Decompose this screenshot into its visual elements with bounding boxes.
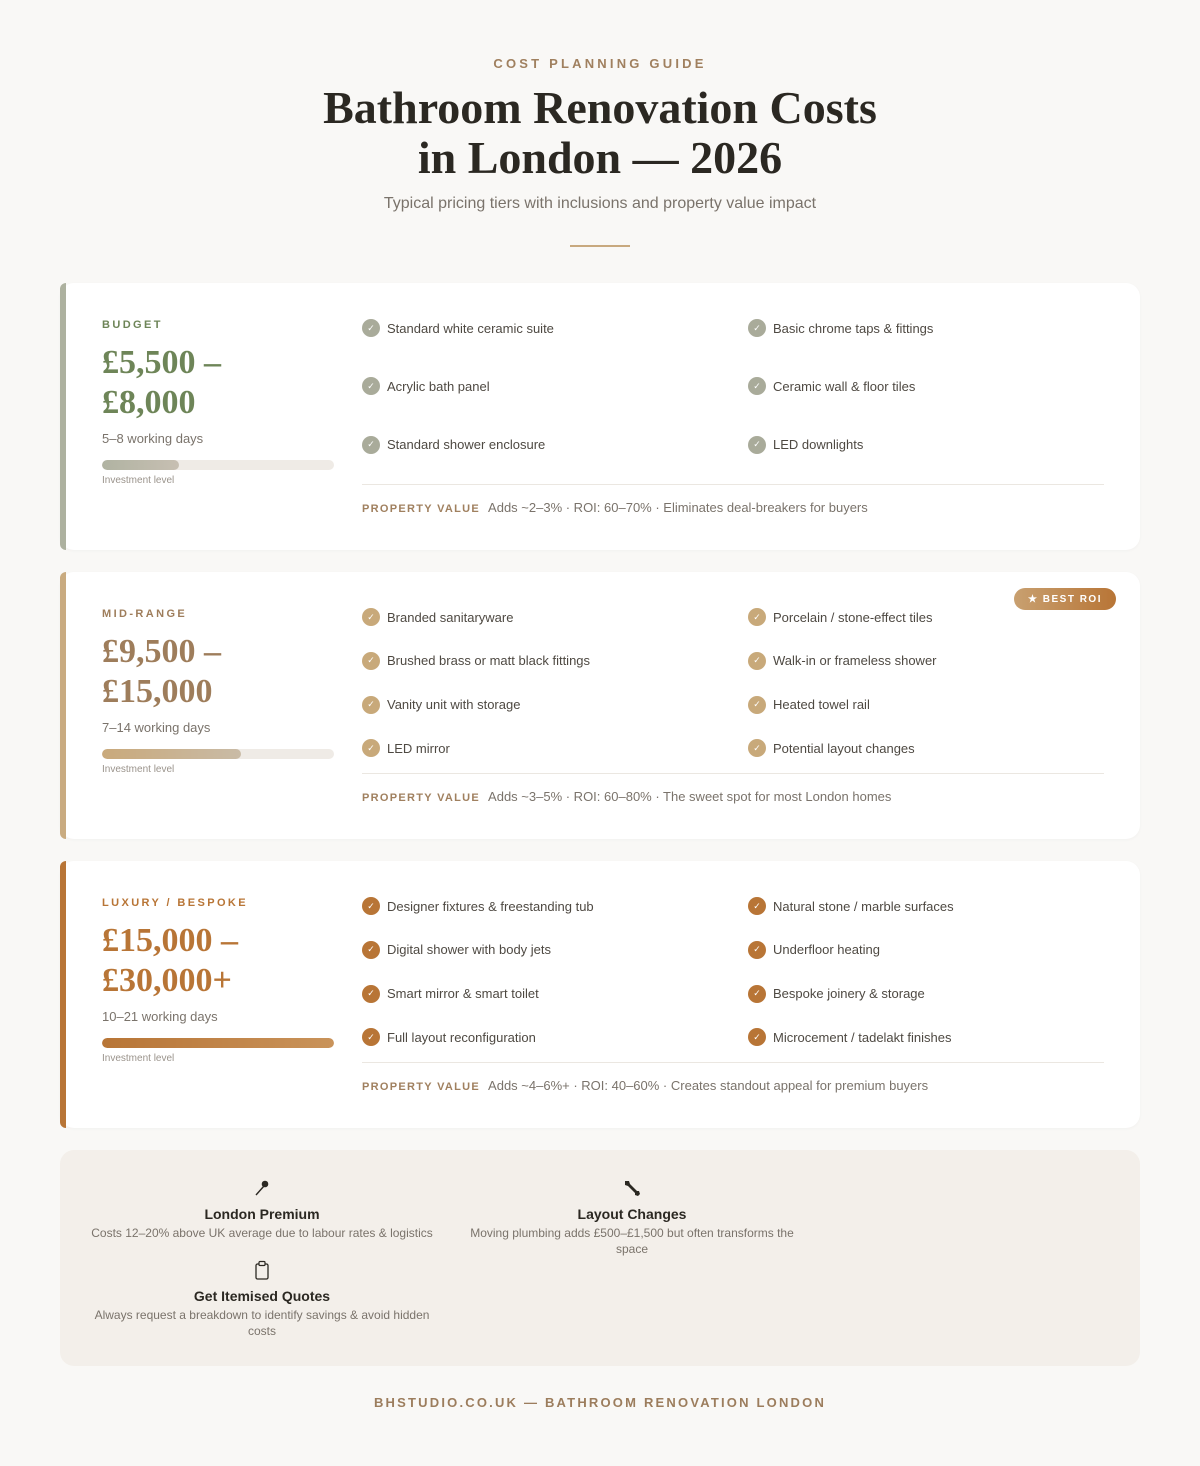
property-value-label: PROPERTY VALUE [362,792,481,804]
feature-item: ✓ Digital shower with body jets [362,941,748,959]
feature-item: ✓ Brushed brass or matt black fittings [362,652,748,670]
feature-list [362,608,1104,773]
feature-item: ✓ Acrylic bath panel [362,377,748,395]
check-icon: ✓ [362,652,380,670]
feature-item: ✓ Basic chrome taps & fittings [748,319,1104,337]
feature-item: ✓ Standard white ceramic suite [362,319,748,337]
page-title [0,83,1200,183]
check-icon: ✓ [362,377,380,395]
feature-item: ✓ Branded sanitaryware [362,608,748,626]
tip-title: Layout Changes [577,1206,687,1222]
investment-label: Investment level [102,1053,175,1064]
feature-list [362,897,1104,1062]
investment-bar [102,749,334,759]
check-icon: ✓ [748,652,766,670]
title-line-2: in London — 2026 [417,132,783,183]
check-icon: ✓ [748,739,766,757]
feature-item: ✓ Heated towel rail [748,696,1104,714]
page-header [0,0,1200,247]
feature-item: ✓ LED mirror [362,739,748,757]
check-icon: ✓ [362,608,380,626]
tier-price: £5,500 – £8,000 [102,344,221,421]
check-icon: ✓ [748,436,766,454]
clipboard-icon [87,1260,437,1282]
tier-card-luxury [60,861,1140,1128]
tip-layout-changes [457,1178,807,1257]
check-icon: ✓ [748,377,766,395]
investment-bar [102,1038,334,1048]
tip-title: Get Itemised Quotes [193,1288,331,1304]
pin-icon [87,1178,437,1200]
feature-item: ✓ Walk-in or frameless shower [748,652,1104,670]
tier-list [60,283,1140,1128]
investment-label: Investment level [102,764,175,775]
tier-duration: 10–21 working days [102,1009,218,1024]
check-icon: ✓ [748,897,766,915]
property-value-text: Adds ~3–5% · ROI: 60–80% · The sweet spot for most London homes [488,789,892,804]
title-line-1: Bathroom Renovation Costs [323,82,877,133]
check-icon: ✓ [748,985,766,1003]
feature-item: ✓ Vanity unit with storage [362,696,748,714]
tier-label: LUXURY / BESPOKE [102,897,248,909]
check-icon: ✓ [748,696,766,714]
feature-item: ✓ Smart mirror & smart toilet [362,985,748,1003]
check-icon: ✓ [748,608,766,626]
investment-bar [102,460,334,470]
check-icon: ✓ [362,941,380,959]
feature-item: ✓ Porcelain / stone-effect tiles [748,608,1104,626]
tier-price: £9,500 – £15,000 [102,633,221,710]
check-icon: ✓ [362,897,380,915]
wrench-icon [457,1178,807,1200]
header-divider [570,245,630,247]
tier-duration: 7–14 working days [102,720,211,735]
feature-item: ✓ Standard shower enclosure [362,436,748,454]
feature-list [362,319,1104,484]
check-icon: ✓ [362,696,380,714]
tip-itemised-quotes [87,1260,437,1339]
property-value [362,484,1104,515]
feature-item: ✓ Ceramic wall & floor tiles [748,377,1104,395]
property-value-text: Adds ~2–3% · ROI: 60–70% · Eliminates deal-breakers for buyers [488,500,868,515]
feature-item: ✓ Natural stone / marble surfaces [748,897,1104,915]
check-icon: ✓ [362,985,380,1003]
check-icon: ✓ [748,941,766,959]
check-icon: ✓ [362,739,380,757]
tier-label: BUDGET [102,319,163,331]
property-value-label: PROPERTY VALUE [362,503,481,515]
feature-item: ✓ Full layout reconfiguration [362,1028,748,1046]
feature-item: ✓ LED downlights [748,436,1104,454]
check-icon: ✓ [362,1028,380,1046]
feature-item: ✓ Potential layout changes [748,739,1104,757]
best-roi-badge: ★ BEST ROI [1014,588,1116,610]
eyebrow: COST PLANNING GUIDE [493,56,707,71]
tip-desc: Always request a breakdown to identify savings & avoid hidden costs [94,1308,430,1338]
tier-card-budget [60,283,1140,550]
footer: BHSTUDIO.CO.UK — BATHROOM RENOVATION LONDON [373,1395,827,1410]
check-icon: ✓ [748,319,766,337]
tier-label: MID-RANGE [102,608,188,620]
tip-desc: Costs 12–20% above UK average due to labour rates & logistics [91,1226,433,1240]
tip-title: London Premium [204,1206,320,1222]
subtitle: Typical pricing tiers with inclusions and property value impact [383,195,817,212]
tip-london-premium [87,1178,437,1241]
tier-duration: 5–8 working days [102,431,204,446]
feature-item: ✓ Designer fixtures & freestanding tub [362,897,748,915]
feature-item: ✓ Bespoke joinery & storage [748,985,1104,1003]
check-icon: ✓ [362,436,380,454]
feature-item: ✓ Microcement / tadelakt finishes [748,1028,1104,1046]
tips-panel [60,1150,1140,1366]
investment-label: Investment level [102,475,175,486]
property-value-label: PROPERTY VALUE [362,1081,481,1093]
tier-card-mid-range [60,572,1140,839]
feature-item: ✓ Underfloor heating [748,941,1104,959]
tip-desc: Moving plumbing adds £500–£1,500 but often transforms the space [470,1226,794,1256]
property-value [362,1062,1104,1093]
check-icon: ✓ [748,1028,766,1046]
check-icon: ✓ [362,319,380,337]
tier-price: £15,000 – £30,000+ [102,922,238,999]
property-value-text: Adds ~4–6%+ · ROI: 40–60% · Creates standout appeal for premium buyers [488,1078,929,1093]
property-value [362,773,1104,804]
